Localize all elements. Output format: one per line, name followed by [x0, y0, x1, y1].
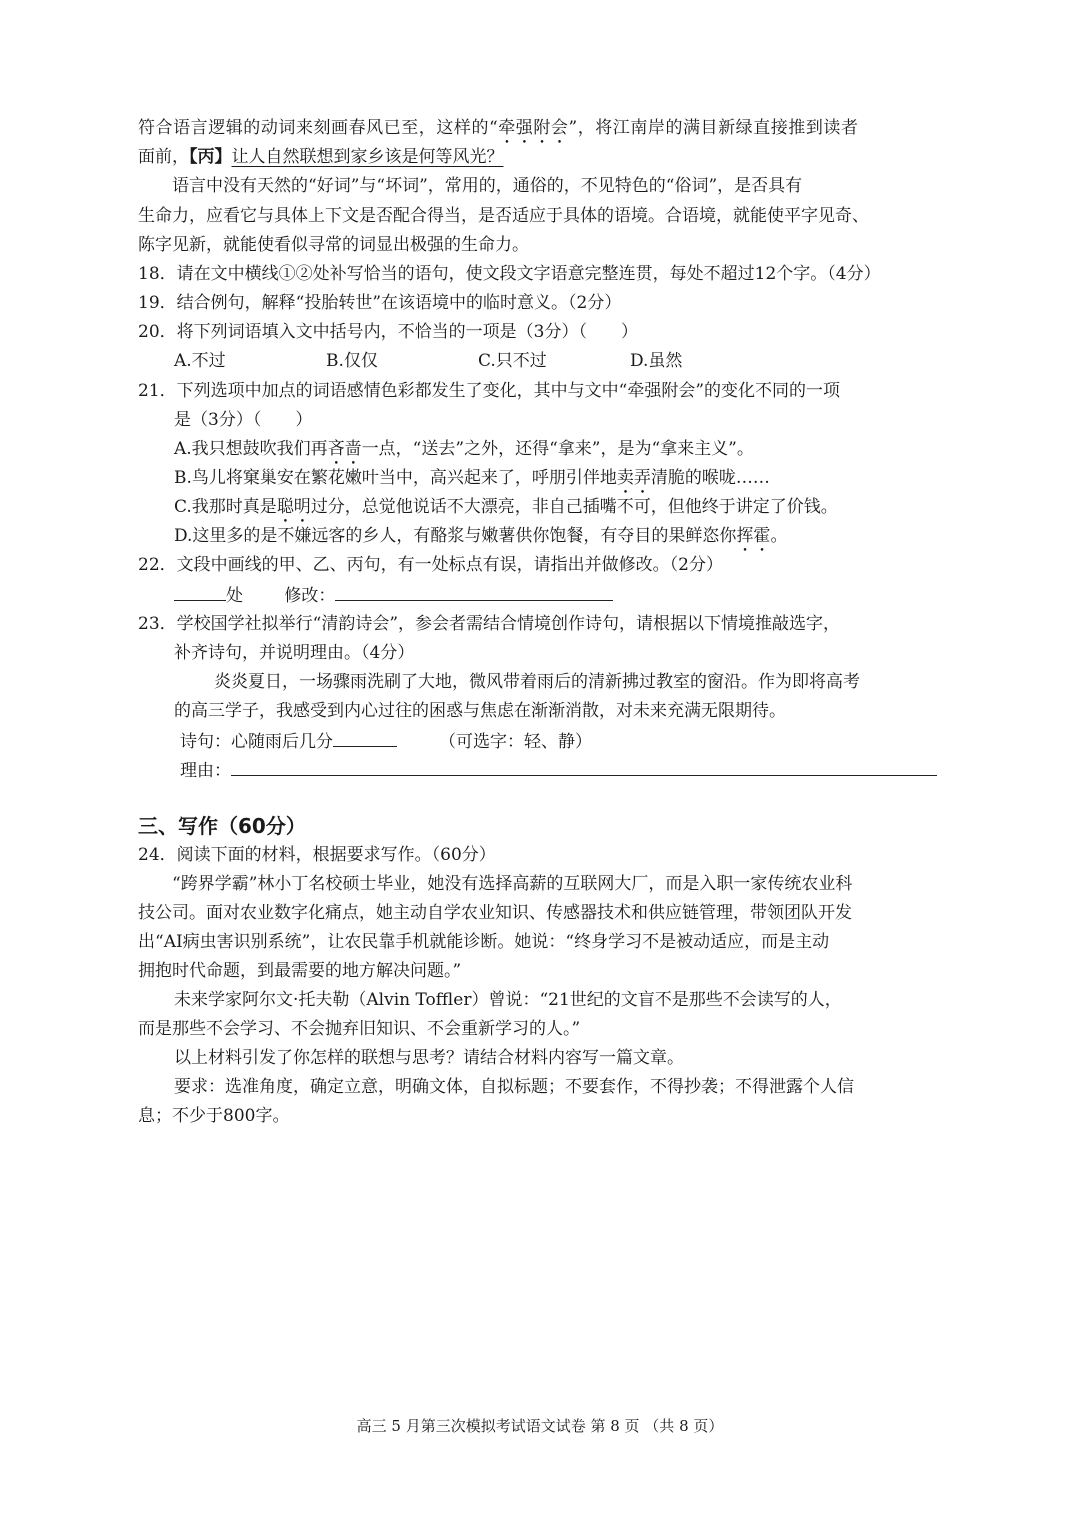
page-footer: 高三 5 月第三次模拟考试语文试卷 第 8 页 （共 8 页） — [356, 1417, 724, 1435]
option-text: C.我那时真是 — [174, 497, 277, 517]
writing-requirements-line-1: 要求：选准角度，确定立意，明确文体，自拟标题；不要套作，不得抄袭；不得泄露个人信 — [174, 1077, 854, 1097]
option-text: B.鸟儿将窠巢安在繁花嫩叶当中，高兴起来了，呼朋引伴地 — [174, 468, 617, 488]
passage-line-2 — [138, 145, 948, 169]
answer-blank[interactable] — [335, 582, 613, 601]
option-text: A.我只想鼓吹我们再 — [174, 439, 328, 459]
option-text: 一点，“送去”之外，还得“拿来”，是为“拿来主义”。 — [361, 439, 754, 459]
material-1-line-3: 出“AI病虫害识别系统”，让农民靠手机就能诊断。她说：“终身学习不是被动适应，而是主动 — [138, 932, 830, 952]
question-21-option-c — [174, 495, 984, 527]
passage-text: 面前， — [138, 147, 189, 167]
option-text: 过分，总觉他说话不大漂亮，非自己插嘴不可，但他终于讲定了价钱。 — [310, 497, 838, 517]
place-label: 处 — [226, 586, 243, 606]
question-20: 20．将下列词语填入文中括号内，不恰当的一项是（3分）（ ） — [138, 322, 638, 342]
option-d: D.虽然 — [630, 351, 683, 371]
dotted-word: 卖弄 — [616, 468, 651, 488]
question-18: 18．请在文中横线①②处补写恰当的语句，使文段文字语意完整连贯，每处不超过12个字。（4分） — [138, 264, 881, 284]
question-23-line-2: 补齐诗句，并说明理由。（4分） — [174, 643, 415, 663]
sentence-marker-bing: 【丙】 — [189, 147, 232, 167]
passage-paragraph-2-line-2: 生命力，应看它与具体上下文是否配合得当，是否适应于具体的语境。合语境，就能使平字见奇、 — [138, 206, 869, 226]
question-22: 22．文段中画线的甲、乙、丙句，有一处标点有误，请指出并做修改。（2分） — [138, 555, 723, 575]
question-24: 24．阅读下面的材料，根据要求写作。（60分） — [138, 845, 496, 865]
question-21-option-b — [174, 466, 984, 498]
dotted-phrase: 牵强附会 — [498, 118, 569, 138]
option-text: 清脆的喉咙…… — [650, 468, 770, 488]
option-a: A.不过 — [174, 351, 226, 371]
option-text: D.这里多的是不嫌远客的乡人，有酪浆与嫩薯供你饱餐，有夺目的果鲜恣你 — [174, 526, 737, 546]
reason-label: 理由： — [180, 761, 231, 781]
passage-text: ”，将江南岸的满目新绿直接推到读者 — [568, 118, 859, 138]
poem-blank[interactable] — [333, 728, 397, 747]
option-text: 。 — [770, 526, 788, 546]
option-b: B.仅仅 — [326, 351, 378, 371]
passage-paragraph-2-line-3: 陈字见新，就能使看似寻常的词显出极强的生命力。 — [138, 235, 529, 255]
material-2-line-1: 未来学家阿尔文·托夫勒（Alvin Toffler）曾说：“21世纪的文盲不是那些不会读写的人， — [174, 990, 842, 1010]
reason-blank[interactable] — [231, 757, 937, 776]
writing-requirements-line-2: 息；不少于800字。 — [138, 1106, 290, 1126]
material-1-line-4: 拥抱时代命题，到最需要的地方解决问题。” — [138, 961, 462, 981]
question-21-line-2: 是（3分）（ ） — [174, 410, 313, 430]
writing-prompt: 以上材料引发了你怎样的联想与思考？请结合材料内容写一篇文章。 — [174, 1048, 684, 1068]
question-19: 19．结合例句，解释“投胎转世”在该语境中的临时意义。（2分） — [138, 293, 622, 313]
question-22-answer-line — [174, 582, 984, 608]
question-21-line-1: 21．下列选项中加点的词语感情色彩都发生了变化，其中与文中“牵强附会”的变化不同的一项 — [138, 381, 841, 401]
passage-paragraph-2-line-1: 语言中没有天然的“好词”与“坏词”，常用的，通俗的，不见特色的“俗词”，是否具有 — [172, 176, 803, 196]
material-1-line-2: 技公司。面对农业数字化痛点，她主动自学农业知识、传感器技术和供应链管理，带领团队开发 — [138, 903, 852, 923]
poem-label: 诗句：心随雨后几分 — [180, 732, 333, 752]
section-heading-writing: 三、写作（60分） — [138, 814, 306, 838]
question-23-context-line-2: 的高三学子，我感受到内心过往的困惑与焦虑在渐渐消散，对未来充满无限期待。 — [174, 701, 786, 721]
question-23-line-1: 23．学校国学社拟举行“清韵诗会”，参会者需结合情境创作诗句，请根据以下情境推敲选字， — [138, 614, 841, 634]
dotted-word: 挥霍 — [736, 526, 771, 546]
choice-hint: （可选字：轻、静） — [439, 732, 592, 752]
question-23-poem-line — [180, 728, 990, 754]
option-c: C.只不过 — [478, 351, 547, 371]
question-21-option-d — [174, 524, 984, 556]
passage-line-1 — [138, 116, 948, 148]
dotted-word: 吝啬 — [327, 439, 362, 459]
fix-label: 修改： — [284, 586, 336, 606]
question-21-option-a — [174, 437, 984, 469]
question-23-reason-line — [180, 757, 990, 783]
answer-blank[interactable] — [174, 582, 226, 601]
question-23-context-line-1: 炎炎夏日，一场骤雨洗刷了大地，微风带着雨后的清新拂过教室的窗沿。作为即将高考 — [214, 672, 860, 692]
dotted-word: 聪明 — [276, 497, 311, 517]
passage-text: 符合语言逻辑的动词来刻画春风已至，这样的“ — [138, 118, 499, 138]
material-1-line-1: “跨界学霸”林小丁名校硕士毕业，她没有选择高薪的互联网大厂，而是入职一家传统农业科 — [172, 874, 853, 894]
material-2-line-2: 而是那些不会学习、不会抛弃旧知识、不会重新学习的人。” — [138, 1019, 581, 1039]
underlined-sentence-bing: 让人自然联想到家乡该是何等风光？ — [231, 147, 504, 167]
